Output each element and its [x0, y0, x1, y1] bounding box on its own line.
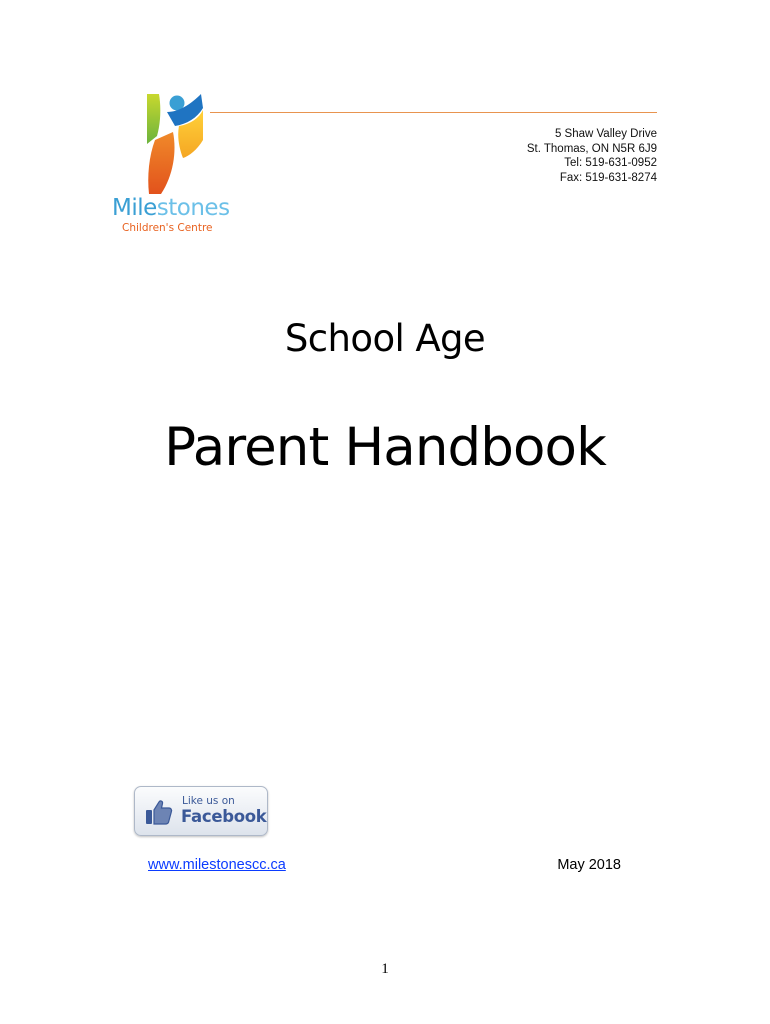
- logo-tagline: Children's Centre: [122, 222, 213, 234]
- publication-date: May 2018: [557, 857, 621, 873]
- cover-subtitle: School Age: [284, 317, 486, 360]
- logo-wordmark-part2: stones: [156, 195, 230, 221]
- logo-wordmark-part1: Mile: [112, 195, 157, 221]
- address-block: [527, 127, 657, 185]
- facebook-like-button[interactable]: [134, 786, 268, 836]
- facebook-brand-label: Facebook: [181, 807, 267, 826]
- header-divider: [210, 112, 657, 113]
- milestones-logo-graphic: [145, 92, 205, 196]
- milestones-logo: [112, 92, 242, 238]
- page-number: 1: [381, 961, 389, 977]
- website-link[interactable]: www.milestonescc.ca: [148, 857, 286, 873]
- cover-title: Parent Handbook: [164, 417, 606, 478]
- address-street: 5 Shaw Valley Drive: [554, 128, 657, 140]
- thumbs-up-icon: [145, 798, 173, 826]
- facebook-like-label: Like us on: [182, 795, 235, 807]
- address-tel: Tel: 519-631-0952: [564, 157, 657, 169]
- address-fax: Fax: 519-631-8274: [559, 171, 657, 184]
- address-city: St. Thomas, ON N5R 6J9: [526, 142, 657, 155]
- logo-wordmark: [112, 195, 230, 221]
